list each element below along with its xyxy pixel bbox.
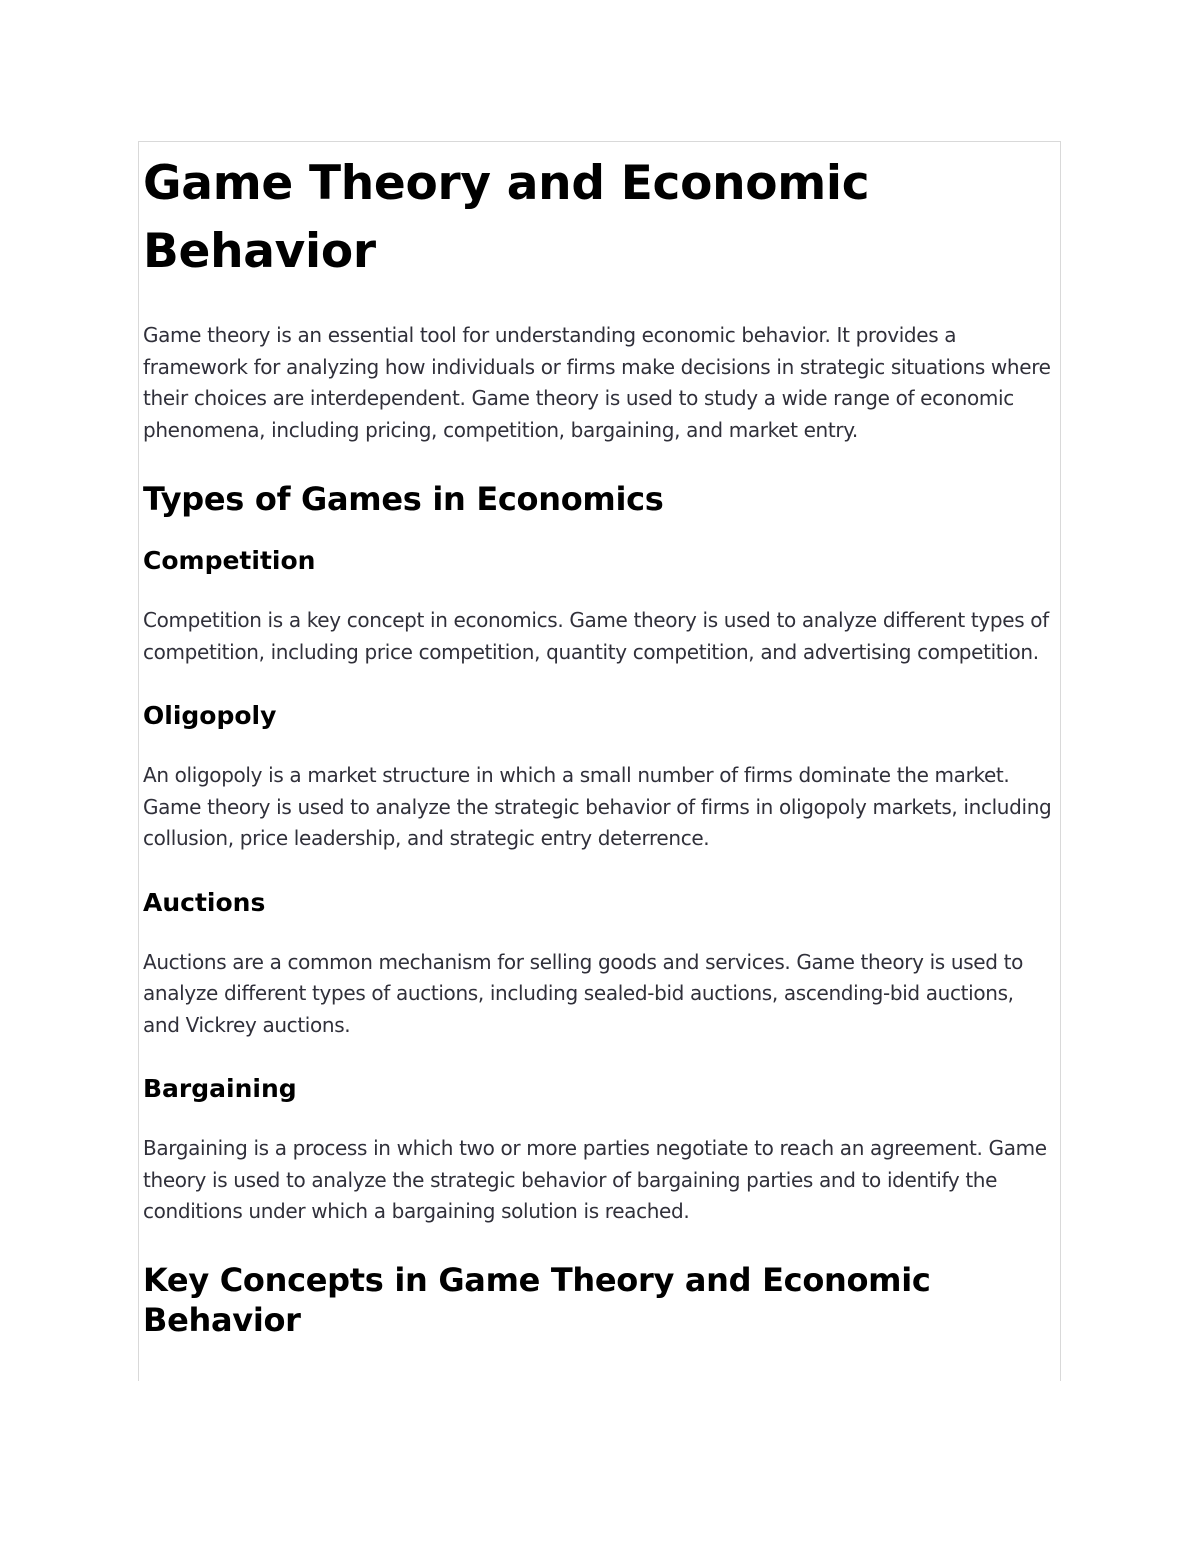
section-heading-types-of-games: Types of Games in Economics bbox=[143, 480, 664, 518]
oligopoly-paragraph: An oligopoly is a market structure in which a small number of firms dominate the market. Game theory is used to analyze the strategic behavior of firms in oligopoly markets, including collusion, price leadership, and strategic entry deterrence. bbox=[143, 763, 1052, 850]
subsection-heading-auctions: Auctions bbox=[143, 887, 266, 917]
intro-paragraph: Game theory is an essential tool for understanding economic behavior. It provides a framework for analyzing how individuals or firms make decisions in strategic situations where their choices are interdependent. Game theory is used to study a wide range of economic phenomena, including pricing, competition, bargaining, and market entry. bbox=[143, 323, 1051, 442]
document-title: Game Theory and Economic Behavior bbox=[143, 156, 870, 279]
competition-paragraph: Competition is a key concept in economics. Game theory is used to analyze different types of competition, including price competition, quantity competition, and advertising competition. bbox=[143, 608, 1049, 664]
auctions-paragraph: Auctions are a common mechanism for selling goods and services. Game theory is used to analyze different types of auctions, including sealed-bid auctions, ascending-bid auctions, and Vickrey auctions. bbox=[143, 949, 1023, 1037]
subsection-heading-oligopoly: Oligopoly bbox=[143, 701, 277, 730]
subsection-heading-competition: Competition bbox=[143, 546, 316, 575]
subsection-heading-bargaining: Bargaining bbox=[143, 1074, 297, 1103]
document-content bbox=[143, 150, 1055, 1340]
section-heading-key-concepts: Key Concepts in Game Theory and Economic Behavior bbox=[143, 1260, 931, 1339]
document-page bbox=[138, 141, 1061, 1381]
bargaining-paragraph: Bargaining is a process in which two or more parties negotiate to reach an agreement. Game theory is used to analyze the strategic behavior of bargaining parties and to identify the conditions under which a bargaining solution is reached. bbox=[143, 1136, 1047, 1223]
